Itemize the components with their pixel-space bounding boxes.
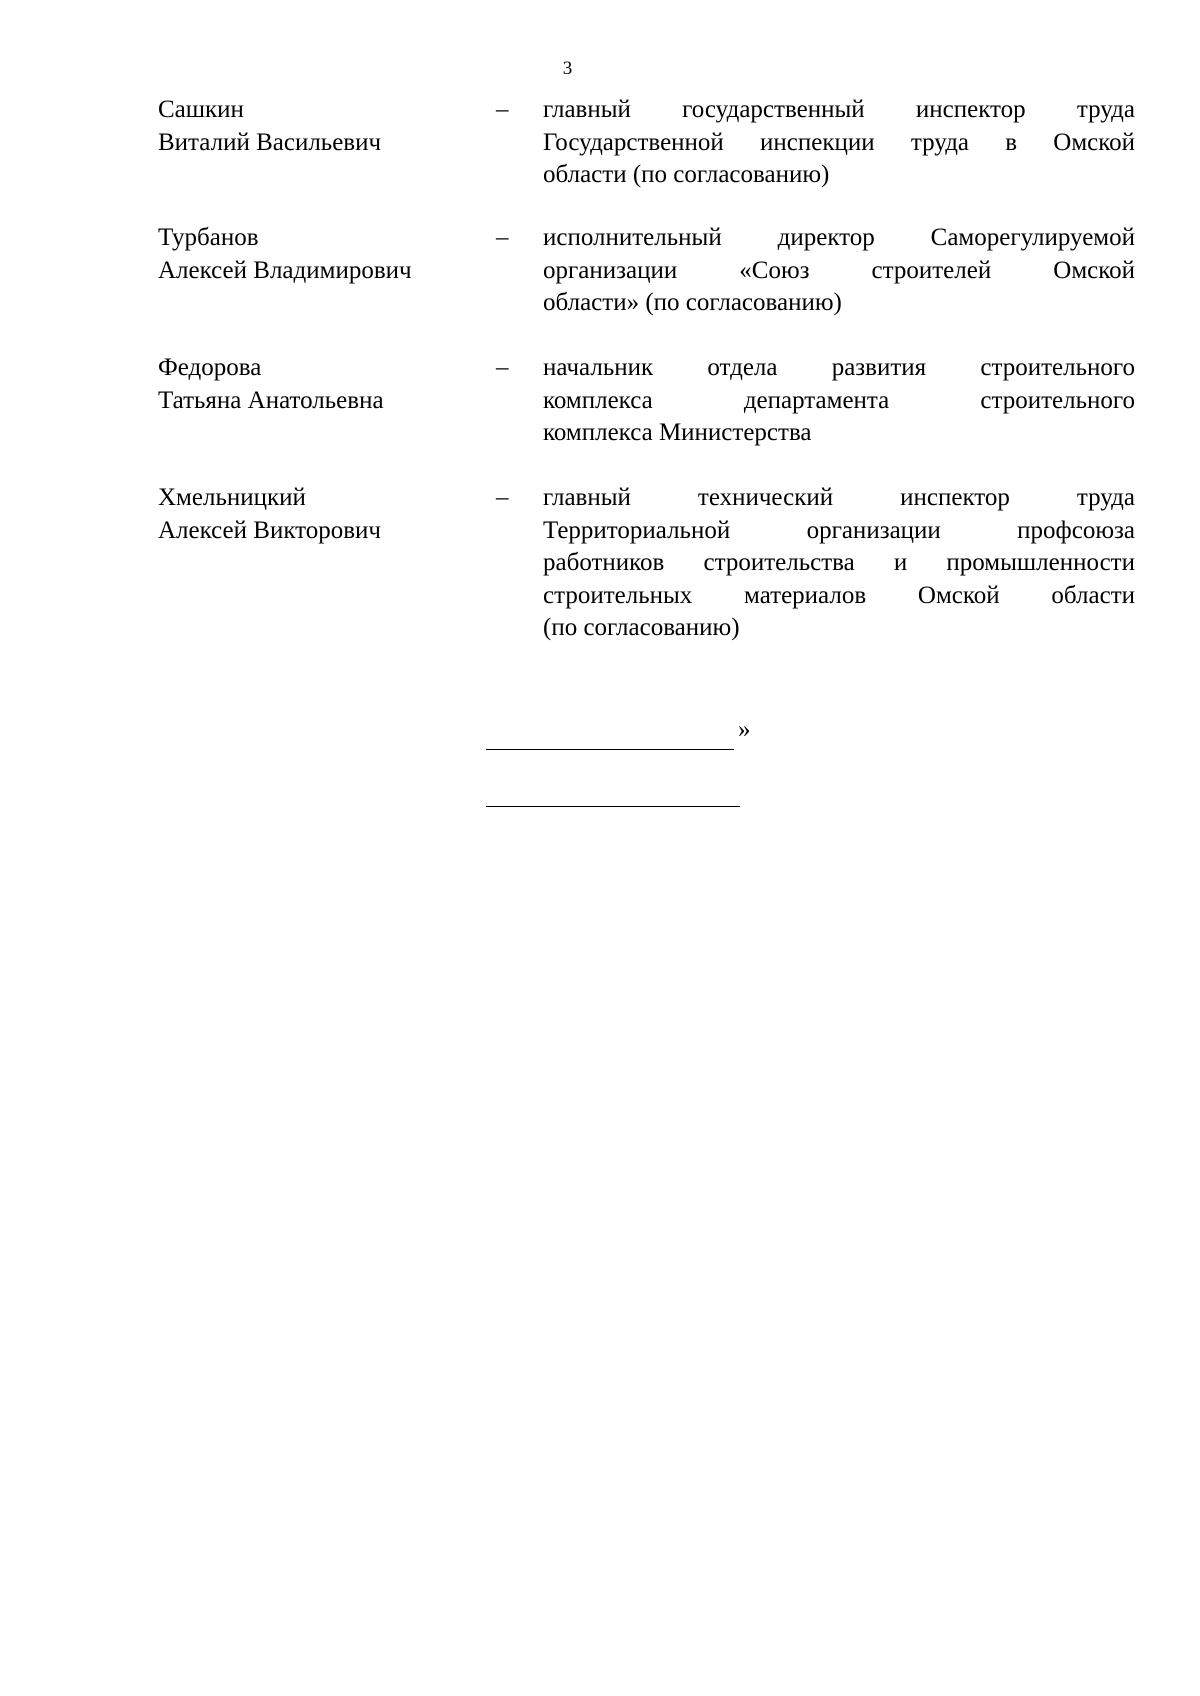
closing-rule xyxy=(486,749,734,750)
dash-separator: – xyxy=(496,96,509,123)
member-name xyxy=(158,94,478,159)
member-position xyxy=(543,352,1135,450)
member-position xyxy=(543,222,1135,320)
position-line: работников строительства и промышленности xyxy=(543,549,1135,576)
member-surname: Хмельницкий xyxy=(158,484,306,511)
member-surname: Федорова xyxy=(158,354,262,381)
member-position xyxy=(543,94,1135,192)
closing-quote: » xyxy=(738,716,751,743)
member-given-names: Татьяна Анатольевна xyxy=(158,386,384,414)
position-line: исполнительный директор Саморегулируемой xyxy=(543,224,1135,251)
position-line: начальник отдела развития строительного xyxy=(543,354,1135,381)
member-name xyxy=(158,222,478,287)
position-line: Государственной инспекции труда в Омской xyxy=(543,128,1135,156)
member-name xyxy=(158,352,478,417)
member-given-names: Алексей Владимирович xyxy=(158,256,412,284)
member-position xyxy=(543,482,1135,645)
position-line: (по согласованию) xyxy=(543,614,740,641)
dash-separator: – xyxy=(496,354,509,381)
page-number: 3 xyxy=(562,58,573,79)
dash-separator: – xyxy=(496,224,509,251)
member-name xyxy=(158,482,478,547)
position-line: Территориальной организации профсоюза xyxy=(543,516,1135,544)
member-surname: Турбанов xyxy=(158,224,259,251)
dash-separator: – xyxy=(496,484,509,511)
position-line: комплекса Министерства xyxy=(543,419,812,446)
position-line: главный государственный инспектор труда xyxy=(543,96,1135,123)
closing-line xyxy=(486,712,751,756)
member-surname: Сашкин xyxy=(158,96,244,123)
position-line: области (по согласованию) xyxy=(543,161,830,188)
position-line: комплекса департамента строительного xyxy=(543,386,1135,414)
end-rule xyxy=(486,806,740,807)
position-line: организации «Союз строителей Омской xyxy=(543,256,1135,284)
member-given-names: Алексей Викторович xyxy=(158,516,381,544)
member-given-names: Виталий Васильевич xyxy=(158,128,382,156)
position-line: строительных материалов Омской области xyxy=(543,581,1135,609)
position-line: области» (по согласованию) xyxy=(543,289,842,316)
position-line: главный технический инспектор труда xyxy=(543,484,1135,511)
